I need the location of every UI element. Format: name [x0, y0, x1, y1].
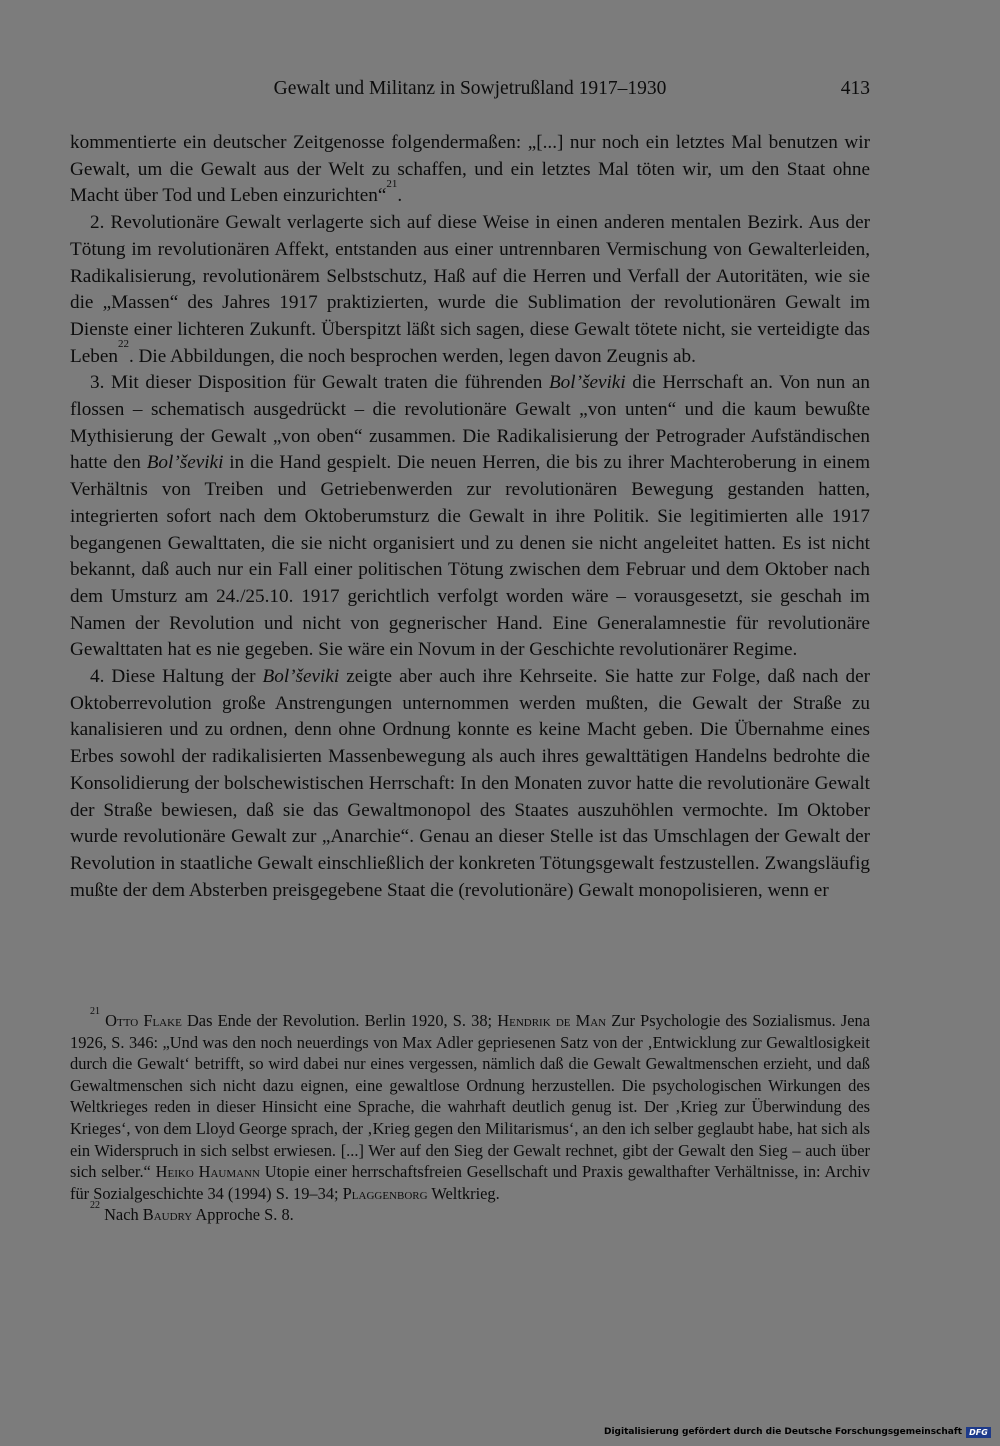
paragraph-4: [70, 664, 870, 904]
footnote-text: Approche S. 8.: [192, 1205, 294, 1225]
author-name: Baudry: [142, 1205, 193, 1225]
author-name: Heiko Haumann: [155, 1162, 260, 1182]
footnote-text: Weltkrieg.: [427, 1183, 500, 1203]
footnote-text: Das Ende der Revolution. Berlin 1920, S. 38;: [181, 1011, 498, 1030]
footnote-text: Utopie einer herrschaftsfreien Gesellschaft und Praxis gewalthafter Verhältnisse, in: Archiv für Sozialgeschichte 34 (1994) S. 19–34;: [70, 1162, 871, 1203]
italic-term: Bol’ševiki: [548, 372, 626, 394]
paragraph-3-text-a: 3. Mit dieser Disposition für Gewalt traten die führenden: [90, 372, 549, 394]
footnote-21: [70, 1005, 871, 1204]
footnote-text: Zur Psychologie des Sozialismus. Jena 1926, S. 346: „Und was den noch neuerdings von Max Adler gepriesenen Satz von der ‚Entwicklung zur Gewaltlosigkeit durch die Gewalt‘ betrifft, so wird dabei nur eines vergessen, nämlich daß die Gewalt Gewaltmenschen erzieht, und daß Gewaltmenschen sich nicht dazu eignen, eine gewaltlose Ordnung herzustellen. Die psychologischen Wirkungen des Weltkrieges reden in dieser Hinsicht eine Sprache, die wahrhaft deutlich genug ist. Der ‚Krieg zur Überwindung des Krieges‘, von dem Lloyd George sprach, der ‚Krieg gegen den Militarismus‘, an den ich selber geglaubt habe, hat sich als ein Widerspruch in sich selbst erwiesen. [...] Wer auf den Sieg der Gewalt rechnet, gibt der Gewalt den Sieg – auch über sich selber.“: [70, 1011, 871, 1182]
paragraph-3: [70, 370, 870, 664]
footnote-number: 21: [90, 1005, 100, 1017]
paragraph-4-text-a: 4. Diese Haltung der: [90, 666, 263, 688]
author-name: Plaggenborg: [342, 1183, 428, 1203]
running-title: Gewalt und Militanz in Sowjetrußland 1917–1930: [273, 78, 667, 99]
paragraph-2-end: . Die Abbildungen, die noch besprochen werden, legen davon Zeugnis ab.: [128, 345, 696, 367]
author-name: Hendrik de Man: [497, 1011, 607, 1030]
footnote-ref-22[interactable]: 22: [117, 338, 129, 351]
footnote-number: 22: [90, 1199, 100, 1211]
paragraph-3-text-c: in die Hand gespielt. Die neuen Herren, die bis zu ihrer Machteroberung in einem Verhältnis von Treiben und Getriebenwerden zur revolutionären Bewegung gestanden hatten, integrierten sofort nach dem Oktoberumsturz die Gewalt in ihre Politik. Sie legitimierten alle 1917 begangenen Gewalttaten, die sie nicht organisiert und zu denen sie nicht angeleitet hatten. Es ist nicht bekannt, daß auch nur ein Fall einer politischen Tötung zwischen dem Februar und dem Oktober nach dem Umsturz am 24./25.10. 1917 gerichtlich verfolgt worden wäre – vorausgesetzt, sie geschah im Namen der Revolution und nicht von gegnerischer Hand. Eine Generalamnestie für revolutionäre Gewalttaten hat es nie gegeben. Sie wäre ein Novum in der Geschichte revolutionärer Regime.: [70, 452, 870, 661]
main-text: [70, 130, 870, 904]
footnote-22: [70, 1199, 870, 1226]
footnote-ref-21[interactable]: 21: [386, 178, 398, 191]
running-header: [70, 78, 870, 108]
digitization-note: Digitalisierung gefördert durch die Deutsche Forschungsgemeinschaft: [604, 1427, 963, 1437]
author-name: Otto Flake: [105, 1011, 182, 1030]
paragraph-4-text-b: zeigte aber auch ihre Kehrseite. Sie hatte zur Folge, daß nach der Oktoberrevolution große Anstrengungen unternommen werden mußten, die Gewalt der Straße zu kanalisieren und zu ordnen, denn ohne Ordnung konnte es keine Macht geben. Die Übernahme eines Erbes sowohl der radikalisierten Massenbewegung als auch ihres gewalttätigen Handelns bedrohte die Konsolidierung der bolschewistischen Herrschaft: In den Monaten zuvor hatte die revolutionäre Gewalt der Straße bewiesen, daß sie das Gewaltmonopol des Staates auszuhöhlen vermochte. Im Oktober wurde revolutionäre Gewalt zur „Anarchie“. Genau an dieser Stelle ist das Umschlagen der Gewalt der Revolution in staatliche Gewalt einschließlich der konkreten Tötungsgewalt festzustellen. Zwangsläufig mußte der dem Absterben preisgegebene Staat die (revolutionäre) Gewalt monopolisieren, wenn er: [70, 666, 870, 901]
paragraph-1: [70, 130, 870, 210]
paragraph-3-text-b: die Herrschaft an. Von nun an flossen – schematisch ausgedrückt – die revolutionäre Gewalt „von unten“ und die kaum bewußte Mythisierung der Gewalt „von oben“ zusammen. Die Radikalisierung der Petrograder Aufständischen hatte den: [70, 372, 870, 474]
page-number: 413: [840, 78, 870, 99]
paragraph-1-text: kommentierte ein deutscher Zeitgenosse folgendermaßen: „[...] nur noch ein letztes Mal benutzen wir Gewalt, um die Gewalt aus der Welt zu schaffen, und ein letztes Mal töten wir, um den Staat ohne Macht über Tod und Leben einzurichten“: [70, 132, 870, 207]
footnote-text: Nach: [100, 1205, 143, 1225]
paragraph-1-end: .: [397, 185, 403, 207]
dfg-logo: DFG: [966, 1427, 991, 1438]
paragraph-2: [70, 210, 870, 370]
footnotes: [70, 1005, 871, 1226]
paragraph-2-text: 2. Revolutionäre Gewalt verlagerte sich auf diese Weise in einen anderen mentalen Bezirk. Aus der Tötung im revolutionären Affekt, entstanden aus einer untrennbaren Vermischung von Gewalterleiden, Radikalisierung, revolutionärem Selbstschutz, Haß auf die Herren und Verfall der Autoritäten, wie sie die „Massen“ des Jahres 1917 praktizierten, wurde die Sublimation der revolutionären Gewalt im Dienste einer lichteren Zukunft. Überspitzt läßt sich sagen, diese Gewalt tötete nicht, sie verteidigte das Leben: [70, 212, 870, 367]
italic-term: Bol’ševiki: [146, 452, 224, 474]
digitization-credit: [604, 1425, 991, 1439]
italic-term: Bol’ševiki: [262, 666, 340, 688]
